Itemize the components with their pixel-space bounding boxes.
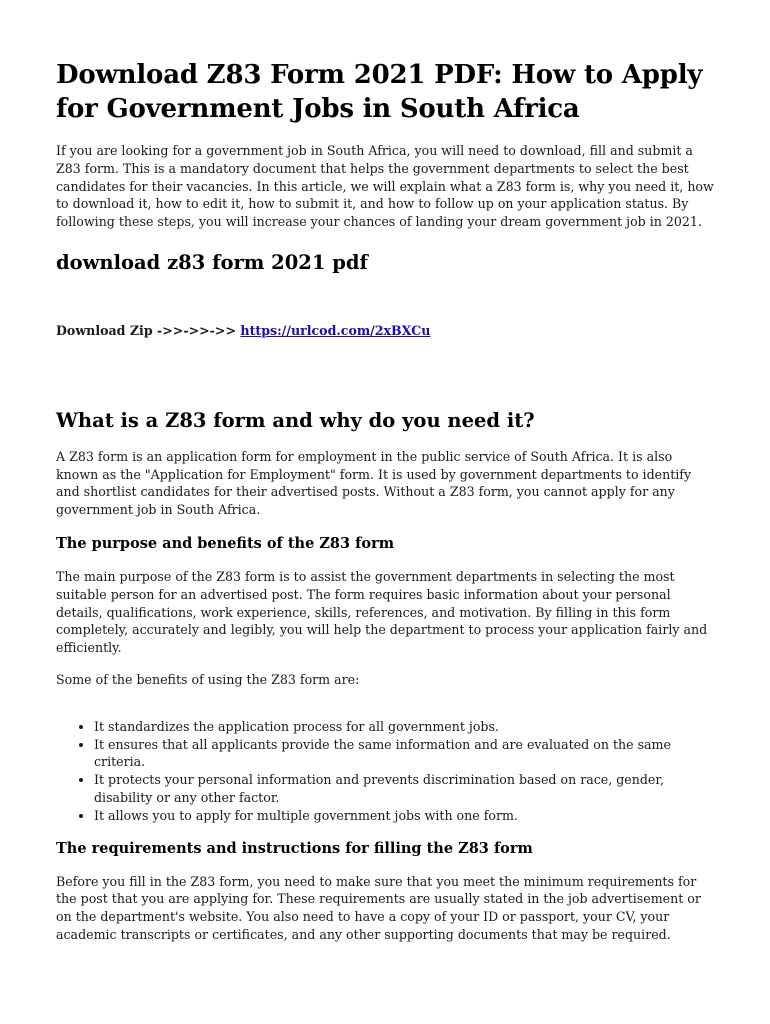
list-item: • It protects your personal information and prevents discrimination based on race, gender, disability or any other factor. xyxy=(94,771,714,807)
purpose-heading: The purpose and benefits of the Z83 form xyxy=(56,534,395,552)
download-label: Download Zip ->>->>->> xyxy=(56,322,241,338)
list-item: • It standardizes the application process for all government jobs. xyxy=(94,718,714,736)
what-heading: What is a Z83 form and why do you need it? xyxy=(56,408,535,432)
benefits-intro: Some of the benefits of using the Z83 form are: xyxy=(56,671,360,687)
page-title: Download Z83 Form 2021 PDF: How to Apply for Government Jobs in South Africa xyxy=(56,60,703,124)
list-item: • It ensures that all applicants provide the same information and are evaluated on the same criteria. xyxy=(94,736,714,772)
what-paragraph: A Z83 form is an application form for employment in the public service of South Africa. It is also known as the "Application for Employment" form. It is used by government departments to identify and shortlist candidates for their advertised posts. Without a Z83 form, you cannot apply for any government job in South Africa. xyxy=(56,448,692,518)
list-item: • It allows you to apply for multiple government jobs with one form. xyxy=(94,807,714,825)
requirements-paragraph: Before you fill in the Z83 form, you need to make sure that you meet the minimum requirements for the post that you are applying for. These requirements are usually stated in the job advertisement or on the department's website. You also need to have a copy of your ID or passport, your CV, your academic transcripts or certificates, and any other supporting documents that may be required. xyxy=(56,873,701,942)
requirements-heading: The requirements and instructions for filling the Z83 form xyxy=(56,839,533,857)
download-line xyxy=(56,322,714,340)
download-heading: download z83 form 2021 pdf xyxy=(56,250,368,274)
purpose-paragraph: The main purpose of the Z83 form is to assist the government departments in selecting the most suitable person for an advertised post. The form requires basic information about your personal details, qualifications, work experience, skills, references, and motivation. By filling in this form completely, accurately and legibly, you will help the department to process your application fairly and efficiently. xyxy=(56,568,708,656)
download-link[interactable]: https://urlcod.com/2xBXCu xyxy=(240,322,431,338)
benefits-list xyxy=(56,718,714,825)
intro-paragraph: If you are looking for a government job in South Africa, you will need to download, fill and submit a Z83 form. This is a mandatory document that helps the government departments to select the best candidates for their vacancies. In this article, we will explain what a Z83 form is, why you need it, how to download it, how to edit it, how to submit it, and how to follow up on your application status. By following these steps, you will increase your chances of landing your dream government job in 2021. xyxy=(56,143,714,230)
